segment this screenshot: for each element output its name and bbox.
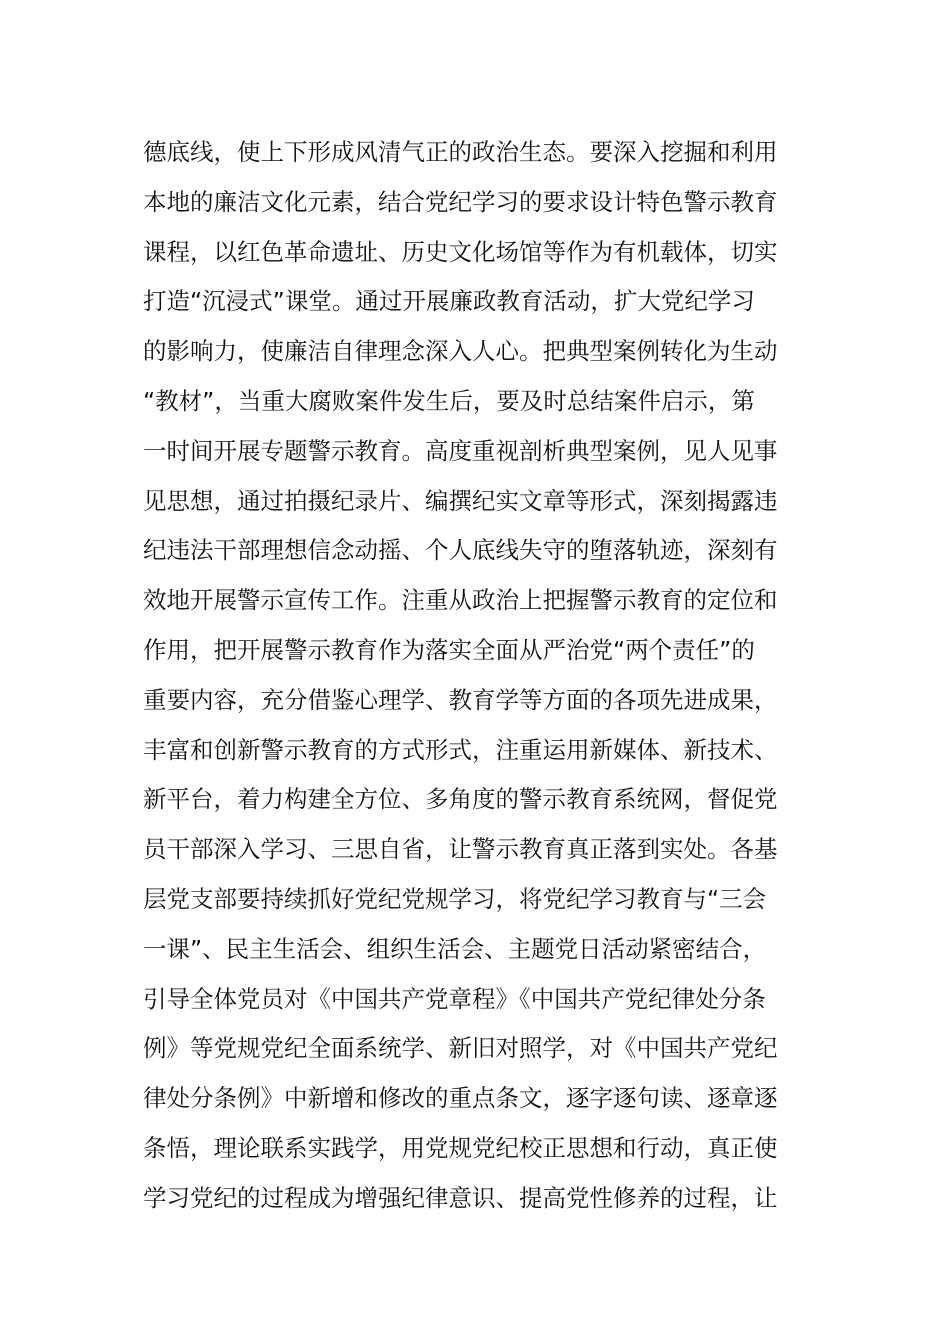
text-line: 层党支部要持续抓好党纪党规学习，将党纪学习教育与“三会 (143, 884, 767, 913)
text-line: “教材”，当重大腐败案件发生后，要及时总结案件启示，第 (143, 386, 755, 415)
body-paragraph (143, 128, 823, 1224)
text-line: 德底线，使上下形成风清气正的政治生态。要深入挖掘和利用 (143, 138, 778, 166)
text-line: 纪违法干部理想信念动摇、个人底线失守的堕落轨迹，深刻有 (143, 536, 778, 565)
text-line: 新平台，着力构建全方位、多角度的警示教育系统网，督促党 (143, 785, 778, 814)
text-line: 打造“沉浸式”课堂。通过开展廉政教育活动，扩大党纪学习 (143, 287, 755, 316)
text-line: 例》等党规党纪全面系统学、新旧对照学，对《中国共产党纪 (143, 1034, 778, 1063)
text-line: 引导全体党员对《中国共产党章程》《中国共产党纪律处分条 (143, 984, 766, 1013)
text-line: 员干部深入学习、三思自省，让警示教育真正落到实处。各基 (143, 835, 778, 864)
text-line: 一时间开展专题警示教育。高度重视剖析典型案例，见人见事 (143, 436, 778, 465)
text-line: 丰富和创新警示教育的方式形式，注重运用新媒体、新技术、 (143, 735, 778, 764)
text-line: 的影响力，使廉洁自律理念深入人心。把典型案例转化为生动 (143, 337, 778, 366)
text-line: 学习党纪的过程成为增强纪律意识、提高党性修养的过程，让 (143, 1183, 778, 1212)
text-line: 一课”、民主生活会、组织生活会、主题党日活动紧密结合， (143, 934, 767, 963)
text-line: 条悟，理论联系实践学，用党规党纪校正思想和行动，真正使 (143, 1133, 778, 1162)
text-line: 效地开展警示宣传工作。注重从政治上把握警示教育的定位和 (143, 586, 778, 615)
text-line: 见思想，通过拍摄纪录片、编撰纪实文章等形式，深刻揭露违 (143, 486, 778, 515)
text-line: 作用，把开展警示教育作为落实全面从严治党“两个责任”的 (143, 635, 755, 664)
text-line: 课程，以红色革命遗址、历史文化场馆等作为有机载体，切实 (143, 237, 778, 266)
text-line: 本地的廉洁文化元素，结合党纪学习的要求设计特色警示教育 (143, 187, 778, 216)
text-line: 重要内容，充分借鉴心理学、教育学等方面的各项先进成果， (143, 685, 778, 714)
text-line: 律处分条例》中新增和修改的重点条文，逐字逐句读、逐章逐 (143, 1084, 778, 1113)
